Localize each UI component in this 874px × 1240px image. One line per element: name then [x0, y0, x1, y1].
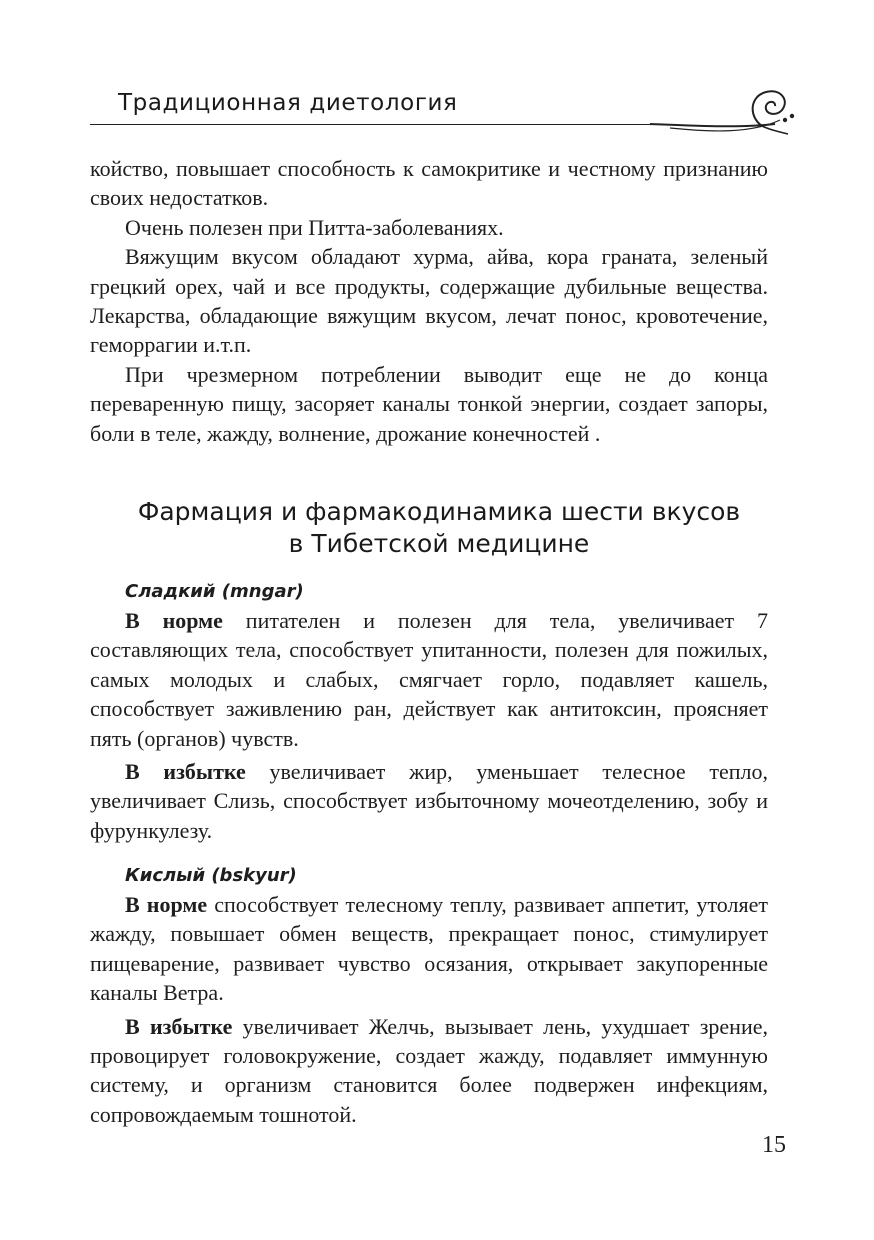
sweet-excess-text: увеличивает жир, уменьшает телесное тепло, увеличивает Слизь, способствует избыточному мочеотделению, зобу и фурункулезу.	[90, 759, 768, 843]
section-title	[90, 496, 788, 560]
sweet-norm-label: В норме	[125, 608, 223, 633]
sour-excess-label: В избытке	[125, 1013, 233, 1039]
sour-section	[90, 862, 768, 1129]
running-header	[90, 84, 800, 134]
intro-paragraph-2: Очень полезен при Питта-заболеваниях.	[125, 214, 504, 240]
sour-excess-paragraph	[90, 1012, 768, 1130]
sweet-heading: Сладкий (mngar)	[125, 581, 304, 602]
sour-norm-paragraph	[90, 890, 768, 1008]
header-title: Традиционная диетология	[118, 90, 458, 116]
intro-text	[90, 154, 768, 448]
intro-paragraph-4: При чрезмерном потреблении выводит еще не до конца переваренную пищу, засоряет каналы тонкой энергии, создает запоры, боли в теле, жажду, волнение, дрожание конечностей .	[90, 361, 768, 446]
page-number: 15	[762, 1132, 786, 1158]
intro-paragraph-3: Вяжущим вкусом обладают хурма, айва, кора граната, зеленый грецкий орех, чай и все продукты, содержащие дубильные вещества. Лекарства, обладающие вяжущим вкусом, лечат понос, кровотечение, геморрагии и.т.п.	[90, 244, 768, 358]
sweet-excess-paragraph	[90, 757, 768, 845]
header-rule	[90, 124, 660, 125]
intro-paragraph-1: койство, повышает способность к самокритике и честному признанию своих недостатков.	[90, 156, 768, 211]
sour-norm-text: способствует телесному теплу, развивает аппетит, утоляет жажду, повышает обмен веществ, прекращает понос, стимулирует пищеварение, развивает чувство осязания, открывает закупоренные каналы Ветра.	[90, 892, 768, 1006]
sour-norm-label: В норме	[125, 892, 208, 917]
sweet-excess-label: В избытке	[125, 759, 246, 785]
section-title-line-1: Фармация и фармакодинамика шести вкусов	[137, 497, 741, 526]
sweet-norm-text: питателен и полезен для тела, увеличивает 7 составляющих тела, способствует упитанности, полезен для пожилых, самых молодых и слабых, смягчает горло, подавляет кашель, способствует заживлению ран, действует как антитоксин, проясняет пять (органов) чувств.	[90, 608, 768, 751]
section-title-line-2: в Тибетской медицине	[288, 529, 590, 558]
sweet-section	[90, 578, 768, 845]
flourish-ornament-icon	[650, 84, 800, 144]
sour-excess-text: увеличивает Желчь, вызывает лень, ухудшает зрение, провоцирует головокружение, создает жажду, подавляет иммунную систему, и организм становится более подвержен инфекциям, сопровождаемым тошнотой.	[90, 1013, 768, 1127]
sweet-norm-paragraph	[90, 606, 768, 753]
sour-heading: Кислый (bskyur)	[125, 865, 297, 886]
